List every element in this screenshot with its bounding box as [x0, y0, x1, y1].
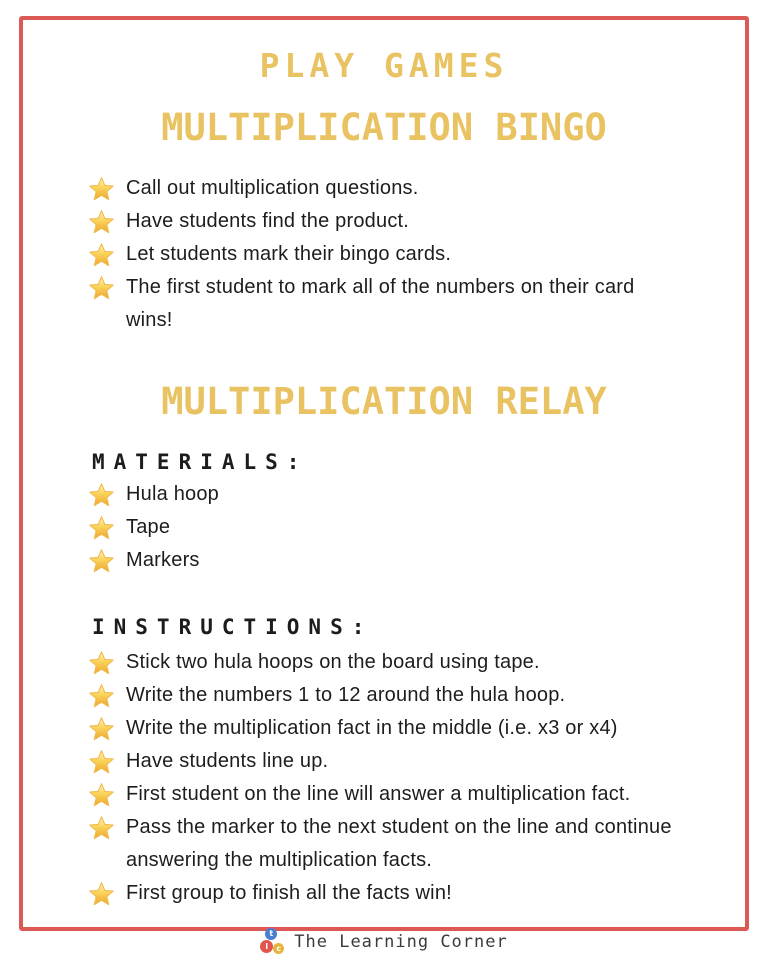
list-item-text: Have students find the product. — [126, 210, 410, 232]
star-icon — [88, 515, 115, 541]
list-item-text: The first student to mark all of the numbers on their card wins! — [126, 276, 635, 331]
list-item-text: Call out multiplication questions. — [126, 177, 419, 199]
star-icon — [88, 683, 115, 709]
list-item — [88, 712, 672, 745]
list-item-text: Tape — [126, 516, 171, 538]
list-item — [88, 811, 672, 877]
list-item — [88, 205, 635, 238]
list-item — [88, 478, 219, 511]
star-icon — [88, 749, 115, 775]
list-item-text: Pass the marker to the next student on the line and continue answering the multiplication facts. — [126, 816, 672, 871]
materials-heading: MATERIALS: — [92, 450, 309, 474]
list-item — [88, 877, 672, 910]
list-item — [88, 778, 672, 811]
star-icon — [88, 176, 115, 202]
list-item-text: Write the multiplication fact in the middle (i.e. x3 or x4) — [126, 717, 618, 739]
list-item-text: First group to finish all the facts win! — [126, 882, 452, 904]
list-item — [88, 172, 635, 205]
logo-circle-gold: c — [273, 943, 284, 954]
list-item-text: Markers — [126, 549, 200, 571]
footer-brand — [0, 926, 768, 958]
brand-name: The Learning Corner — [294, 932, 508, 952]
star-icon — [88, 650, 115, 676]
logo-circle-blue: t — [265, 928, 277, 940]
star-icon — [88, 548, 115, 574]
star-icon — [88, 881, 115, 907]
list-item — [88, 679, 672, 712]
list-item — [88, 238, 635, 271]
list-item-text: Stick two hula hoops on the board using tape. — [126, 651, 540, 673]
star-icon — [88, 716, 115, 742]
list-item-text: Write the numbers 1 to 12 around the hula hoop. — [126, 684, 566, 706]
instructions-list — [88, 646, 672, 910]
section-title-bingo: MULTIPLICATION BINGO — [161, 106, 607, 149]
list-item-text: Have students line up. — [126, 750, 329, 772]
bingo-list — [88, 172, 635, 337]
star-icon — [88, 482, 115, 508]
list-item — [88, 544, 219, 577]
list-item — [88, 745, 672, 778]
list-item-text: Let students mark their bingo cards. — [126, 243, 452, 265]
page-title: PLAY GAMES — [259, 46, 509, 85]
star-icon — [88, 209, 115, 235]
list-item — [88, 271, 635, 337]
star-icon — [88, 242, 115, 268]
list-item-text: Hula hoop — [126, 483, 219, 505]
star-icon — [88, 275, 115, 301]
instructions-heading: INSTRUCTIONS: — [92, 615, 374, 639]
logo-circle-red: l — [260, 940, 273, 953]
materials-list — [88, 478, 219, 577]
star-icon — [88, 815, 115, 841]
section-title-relay: MULTIPLICATION RELAY — [161, 380, 607, 423]
star-icon — [88, 782, 115, 808]
learning-corner-logo-icon — [260, 927, 287, 957]
list-item — [88, 646, 672, 679]
list-item — [88, 511, 219, 544]
list-item-text: First student on the line will answer a multiplication fact. — [126, 783, 631, 805]
